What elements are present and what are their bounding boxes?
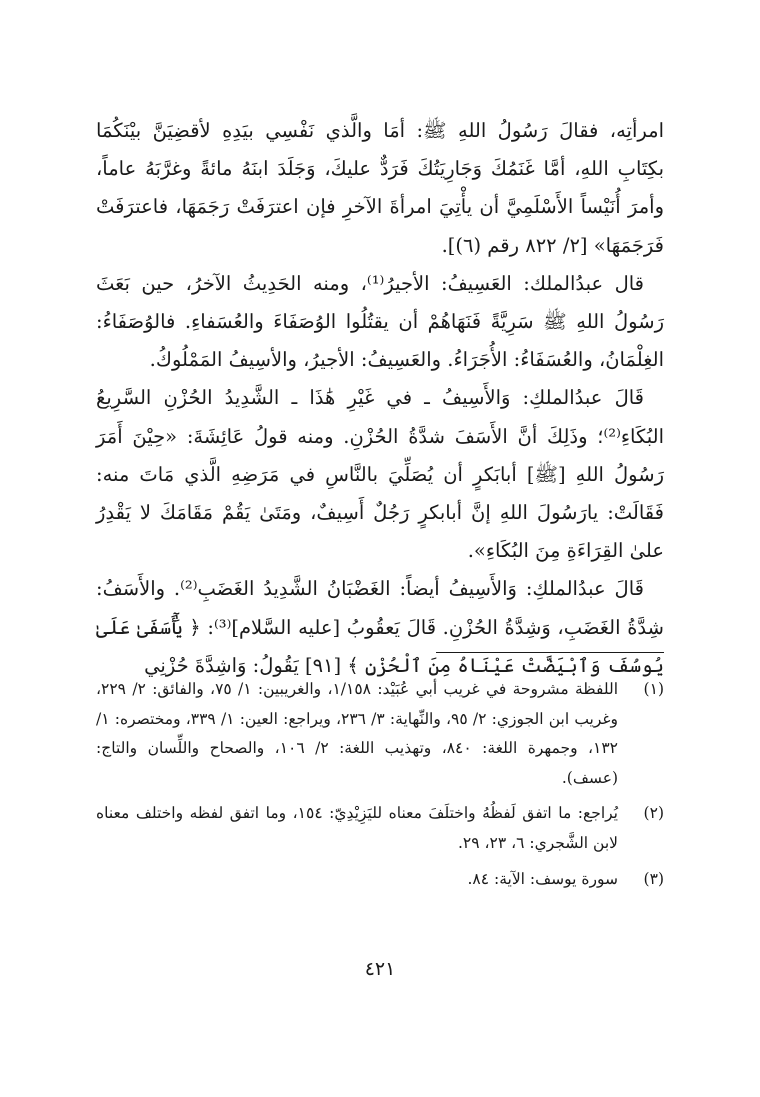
paragraph-4: قَالَ عبدُالملكِ: وَالأَسِيفُ أيضاً: الغَضْبَانُ الشَّدِيدُ الغَضَبِ⁽²⁾. والأَسَفُ: شِدَّةُ الغَضَبِ، وَشِدَّةُ الحُزْنِ. قَالَ يَعقُوبُ [عليه السَّلام]⁽³⁾: ﴿ يَٰٓأَسَفَىٰ عَلَىٰ يُوسُفَ وَٱبْيَضَّتْ عَيْنَاهُ مِنَ ٱلْحُزْنِ ﴾ [٩١] يَقُولُ: وَاشِدَّةَ حُزْنِي: [96, 577, 664, 677]
paragraph-2: قال عبدُالملك: العَسِيفُ: الأجيرُ⁽¹⁾، ومنه الحَدِيثُ الآخرُ، حين بَعَثَ رَسُولُ اللهِ ﷺ سَرِيَّةً فَنَهَاهُمْ أن يقتُلُوا الوُصَفَاءَ والعُسَفاءِ. فالوُصَفَاءُ: الغِلْمَانُ، والعُسَفَاءُ: الأُجَرَاءُ. والعَسِيفُ: الأجيرُ، والأسِيفُ المَمْلُوكُ.: [96, 271, 664, 372]
footnote-divider: [436, 652, 664, 653]
footnote-number: (٢): [643, 804, 664, 823]
paragraph-3: قَالَ عبدُالملكِ: وَالأَسِيفُ ـ في غَيْرِ هَٰذَا ـ الشَّدِيدُ الحُزْنِ السَّرِيعُ البُكَاءِ⁽²⁾؛ وذَلِكَ أنَّ الأَسَفَ شدَّةُ الحُزْنِ. ومنه قولُ عَائِشَةَ: «حِيْنَ أَمَرَ رَسُولُ اللهِ [ﷺ] أبابَكرٍ أن يُصَلِّيَ بالنَّاسِ في مَرَضِهِ الَّذي مَاتَ منه: فَقَالَتْ: يارَسُولَ اللهِ إنَّ أبابكرٍ رَجُلٌ أَسِيفٌ، ومَتَىٰ يَقُمْ مَقَامَكَ لا يَقْدِرُ علىٰ القِرَاءَةِ مِنَ البُكَاءِ».: [96, 386, 664, 563]
footnote-2: [96, 799, 664, 858]
footnote-text: اللفظة مشروحة في غريب أبي عُبَيْد: ١/١٥٨، والغريبين: ١/ ٧٥، والفائق: ٢/ ٢٢٩، وغريب ابن الجوزي: ٢/ ٩٥، والنِّهاية: ٣/ ٢٣٦، ويراجع: العين: ١/ ٣٣٩، ومختصره: ١/ ١٣٢، وجمهرة اللغة: ٨٤٠، وتهذيب اللغة: ٢/ ١٠٦، والصحاح واللِّسان والتاج: (عسف).: [96, 680, 619, 787]
footnote-1: [96, 675, 664, 793]
main-text: [96, 112, 664, 685]
paragraph-1: امرأتِه، فقالَ رَسُولُ اللهِ ﷺ: أمَا والَّذي نَفْسِي بيَدِهِ لأقضِيَنَّ بيْنَكُمَا بكِتَابِ اللهِ، أمَّا غَنَمُكَ وَجَارِيَتُكَ فَرَدٌّ عليكَ، وَجَلَدَ ابنَهُ مائةً وغرَّبَهُ عاماً، وأمرَ أُنَيْساً الأَسْلَمِيَّ أن يأْتِيَ امرأةَ الآخرِ فإن اعترَفَتْ رَجَمَهَا، فاعترَفَتْ فَرَجَمَهَا» [٢/ ٨٢٢ رقم (٦)].: [96, 119, 664, 257]
footnote-text: سورة يوسف: الآية: ٨٤.: [467, 869, 618, 888]
footnote-3: [96, 865, 664, 895]
footnote-number: (١): [643, 680, 664, 698]
footnote-number: (٣): [643, 869, 664, 888]
footnote-text: يُراجع: ما اتفق لَفظُهُ واختلَفَ معناه لليَزِيْدِيّ: ١٥٤، وما اتفق لفظه واختلف معناه لابن الشَّجري: ٦، ٢٣، ٢٩.: [96, 804, 618, 852]
footnotes: [96, 675, 664, 900]
page-number: ٤٢١: [364, 958, 396, 980]
